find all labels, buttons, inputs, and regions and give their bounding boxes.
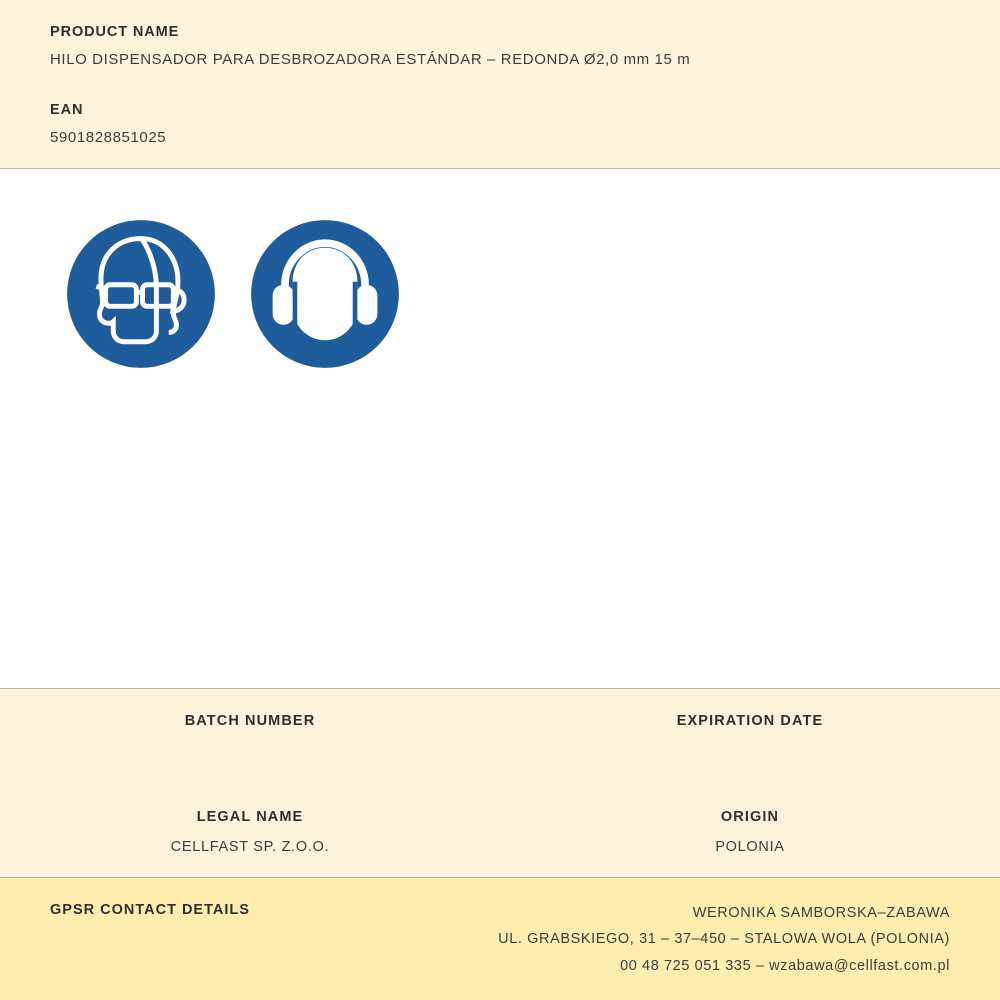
expiration-date-label: EXPIRATION DATE	[676, 712, 824, 729]
batch-number-label: BATCH NUMBER	[184, 712, 316, 729]
batch-number-value	[0, 747, 500, 765]
legal-origin-row	[0, 809, 1000, 857]
wear-eye-protection-icon	[64, 217, 218, 371]
legal-name-value: CELLFAST SP. Z.O.O.	[170, 838, 330, 855]
product-name-label: PRODUCT NAME	[50, 24, 180, 40]
origin-value: POLONIA	[715, 838, 785, 855]
product-name-value: HILO DISPENSADOR PARA DESBROZADORA ESTÁNDAR – REDONDA Ø2,0 mm 15 m	[50, 51, 691, 68]
batch-legal-band	[0, 688, 1000, 877]
gpsr-contact-phone-email: 00 48 725 051 335 – wzabawa@cellfast.com.pl	[620, 958, 950, 975]
pictogram-area	[0, 169, 1000, 688]
legal-name-label: LEGAL NAME	[196, 808, 304, 825]
expiration-date-value	[500, 747, 1000, 765]
ean-block	[50, 102, 950, 146]
expiration-date-cell	[500, 713, 1000, 765]
gpsr-contact-label: GPSR CONTACT DETAILS	[50, 901, 250, 918]
origin-cell	[500, 809, 1000, 857]
wear-ear-protection-icon	[248, 217, 402, 371]
ean-value: 5901828851025	[50, 129, 167, 146]
product-header	[0, 0, 1000, 169]
gpsr-footer	[0, 877, 1000, 1000]
legal-name-cell	[0, 809, 500, 857]
gpsr-contact-details	[498, 900, 950, 980]
gpsr-contact-address: UL. GRABSKIEGO, 31 – 37–450 – STALOWA WOLA (POLONIA)	[498, 931, 950, 948]
batch-expiration-row	[0, 713, 1000, 765]
batch-number-cell	[0, 713, 500, 765]
product-name-block	[50, 24, 950, 68]
ean-label: EAN	[50, 102, 84, 118]
origin-label: ORIGIN	[720, 808, 780, 825]
pictogram-row	[64, 217, 950, 371]
gpsr-contact-name: WERONIKA SAMBORSKA–ZABAWA	[692, 904, 950, 921]
